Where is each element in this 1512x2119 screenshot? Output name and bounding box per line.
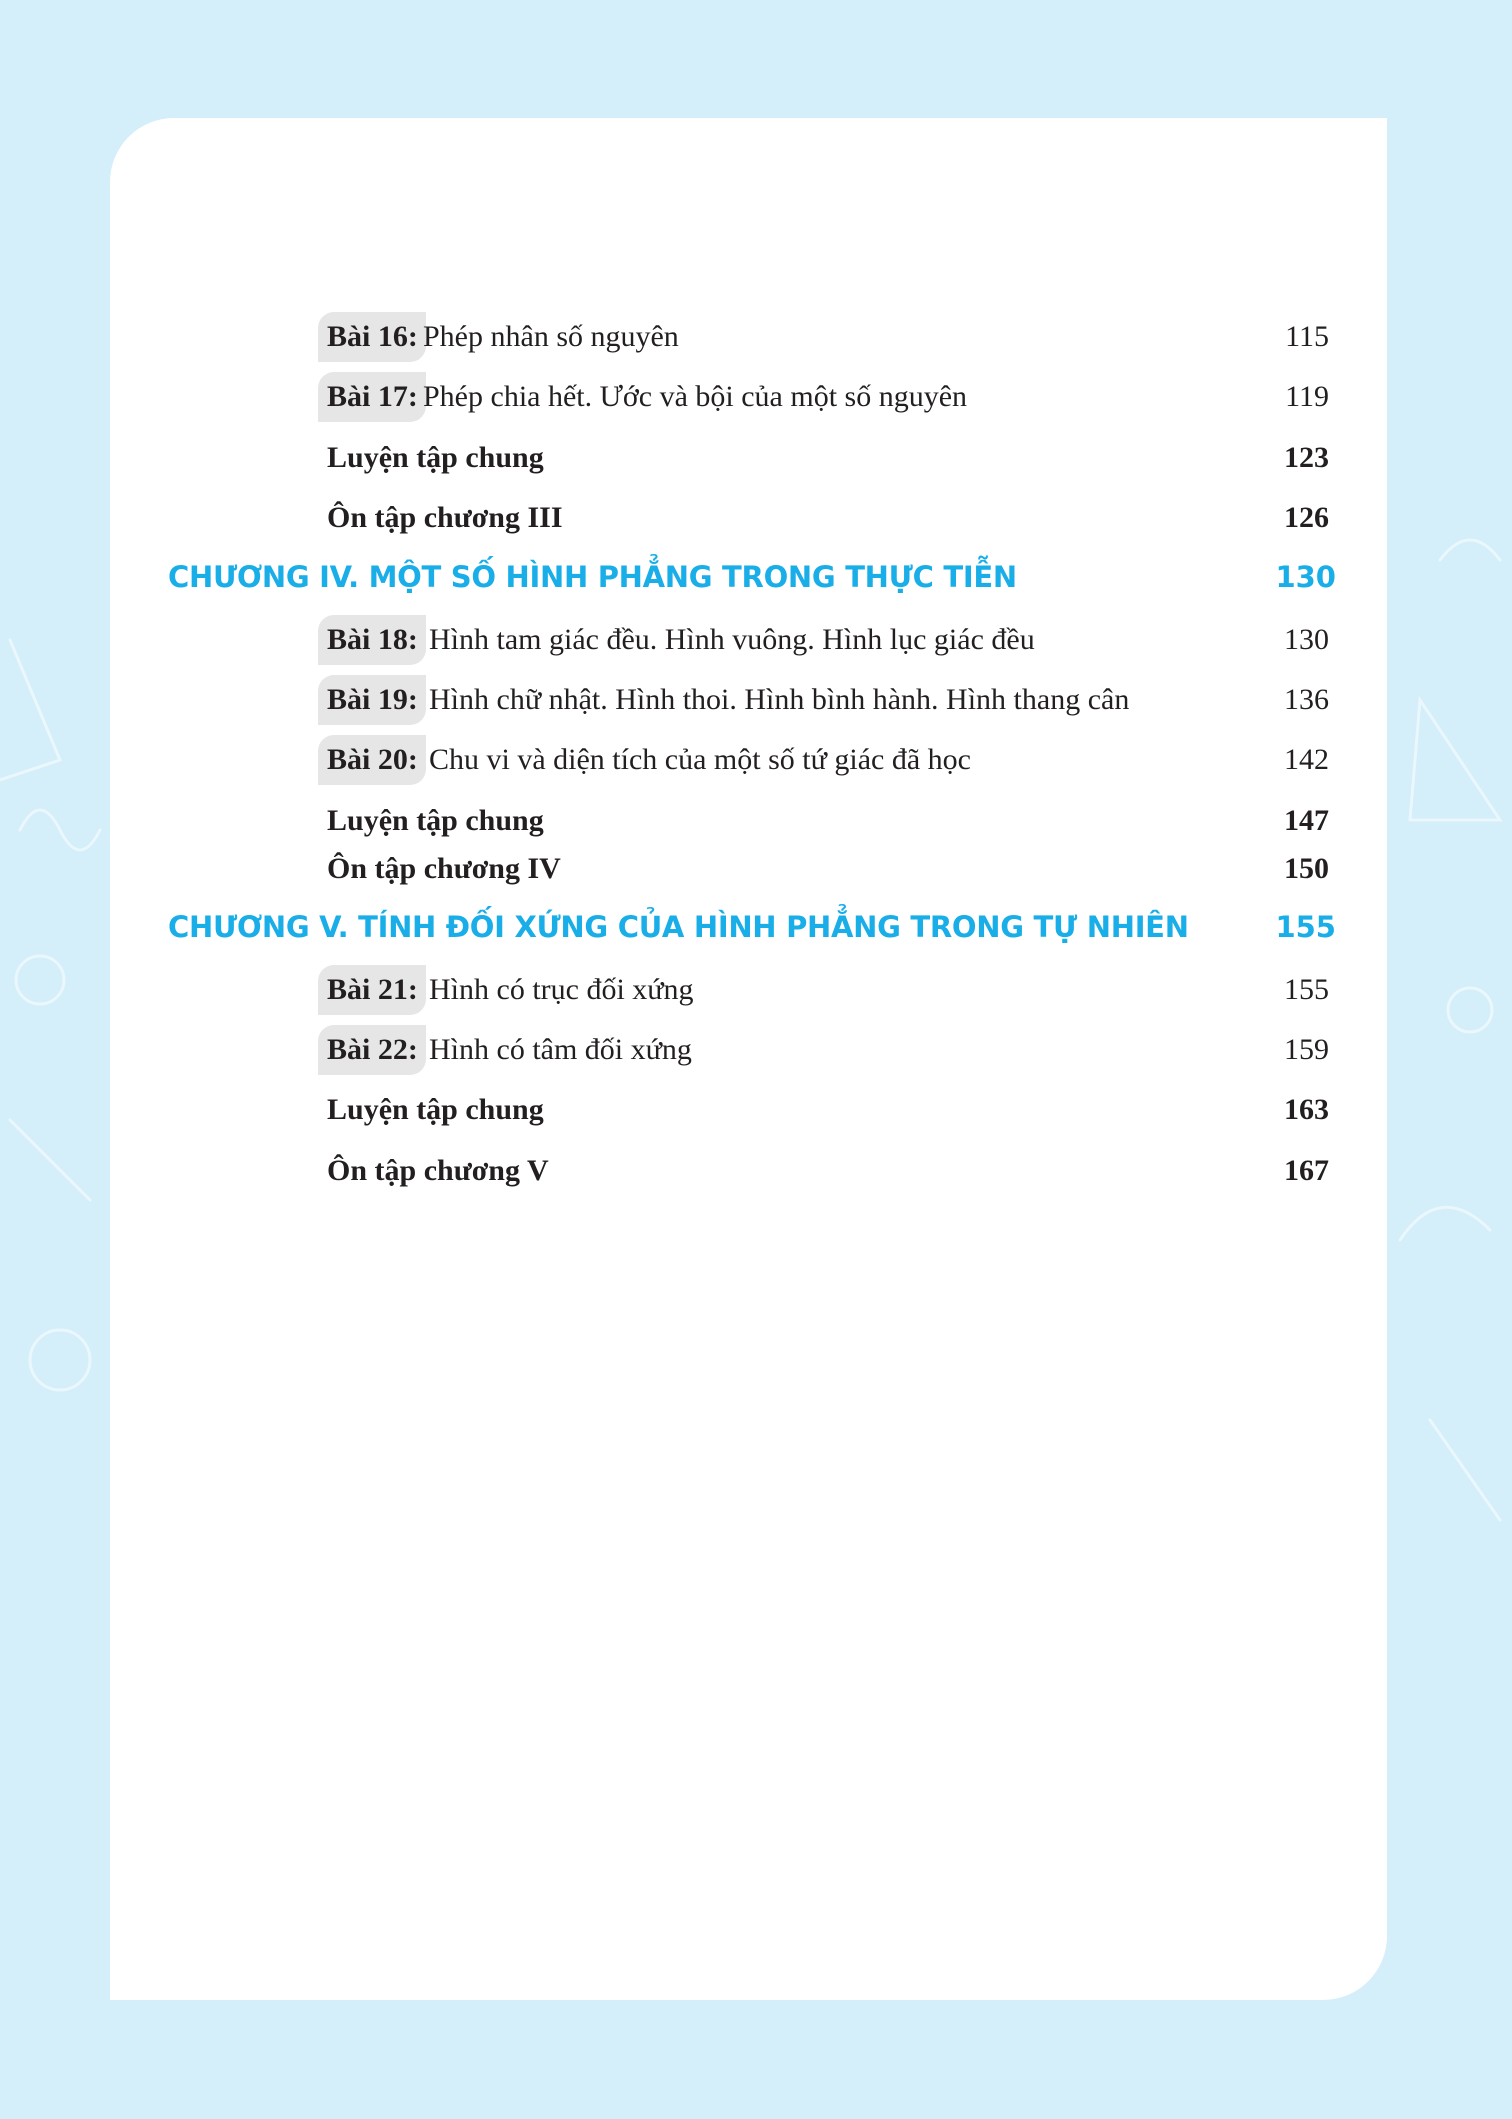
page-number: 119: [1285, 380, 1329, 413]
page-number: 163: [1284, 1093, 1329, 1126]
toc-row-practice-chapter-5[interactable]: [0, 1080, 1512, 1140]
toc-row-lesson-19[interactable]: [0, 670, 1512, 730]
page-number: 123: [1284, 441, 1329, 474]
page-number: 147: [1284, 804, 1329, 837]
page-number: 126: [1284, 501, 1329, 534]
lesson-title: Hình tam giác đều. Hình vuông. Hình lục giác đều: [429, 623, 1035, 656]
toc-row-lesson-17[interactable]: [0, 367, 1512, 427]
section-title: Ôn tập chương III: [327, 501, 563, 534]
lesson-number-tag: Bài 22:: [318, 1025, 426, 1075]
curve-doodle-right: [1400, 1207, 1490, 1240]
toc-row-practice-chapter-3[interactable]: [0, 428, 1512, 488]
lesson-number-tag: Bài 17:: [318, 372, 426, 422]
toc-row-lesson-20[interactable]: [0, 730, 1512, 790]
chapter-page-number: 130: [1275, 560, 1336, 594]
lesson-number-tag: Bài 20:: [318, 735, 426, 785]
lesson-title: Hình chữ nhật. Hình thoi. Hình bình hành. Hình thang cân: [429, 683, 1130, 716]
lesson-number-tag: Bài 21:: [318, 965, 426, 1015]
chapter-title: CHƯƠNG V. TÍNH ĐỐI XỨNG CỦA HÌNH PHẲNG TRONG TỰ NHIÊN: [168, 910, 1189, 944]
page-number: 142: [1284, 743, 1329, 776]
section-title: Luyện tập chung: [327, 1093, 544, 1126]
toc-row-review-chapter-5[interactable]: [0, 1141, 1512, 1201]
lesson-title: Chu vi và diện tích của một số tứ giác đã học: [429, 743, 971, 776]
page-number: 136: [1284, 683, 1329, 716]
section-title: Luyện tập chung: [327, 441, 544, 474]
page-number: 115: [1285, 320, 1329, 353]
toc-row-lesson-21[interactable]: [0, 960, 1512, 1020]
line-doodle-right: [1430, 1420, 1500, 1520]
page-number: 159: [1284, 1033, 1329, 1066]
chapter-page-number: 155: [1275, 910, 1336, 944]
lesson-title: Hình có tâm đối xứng: [429, 1033, 692, 1066]
page-number: 150: [1284, 852, 1329, 885]
toc-row-lesson-22[interactable]: [0, 1020, 1512, 1080]
toc-row-chapter-5[interactable]: [0, 897, 1512, 957]
toc-row-lesson-18[interactable]: [0, 610, 1512, 670]
lesson-title: Phép nhân số nguyên: [423, 320, 679, 353]
lesson-title: Phép chia hết. Ước và bội của một số nguyên: [423, 380, 968, 413]
lesson-number-tag: Bài 18:: [318, 615, 426, 665]
lesson-number-tag: Bài 16:: [318, 312, 426, 362]
chapter-title: CHƯƠNG IV. MỘT SỐ HÌNH PHẲNG TRONG THỰC TIỄN: [168, 560, 1017, 594]
lesson-title: Hình có trục đối xứng: [429, 973, 694, 1006]
nine-doodle: [30, 1330, 90, 1390]
toc-row-review-chapter-4[interactable]: [0, 839, 1512, 899]
section-title: Ôn tập chương V: [327, 1154, 549, 1187]
lesson-number-tag: Bài 19:: [318, 675, 426, 725]
toc-row-review-chapter-3[interactable]: [0, 488, 1512, 548]
section-title: Luyện tập chung: [327, 804, 544, 837]
section-title: Ôn tập chương IV: [327, 852, 561, 885]
toc-row-chapter-4[interactable]: [0, 547, 1512, 607]
page-number: 130: [1284, 623, 1329, 656]
page-number: 167: [1284, 1154, 1329, 1187]
page-number: 155: [1284, 973, 1329, 1006]
toc-row-lesson-16[interactable]: [0, 307, 1512, 367]
